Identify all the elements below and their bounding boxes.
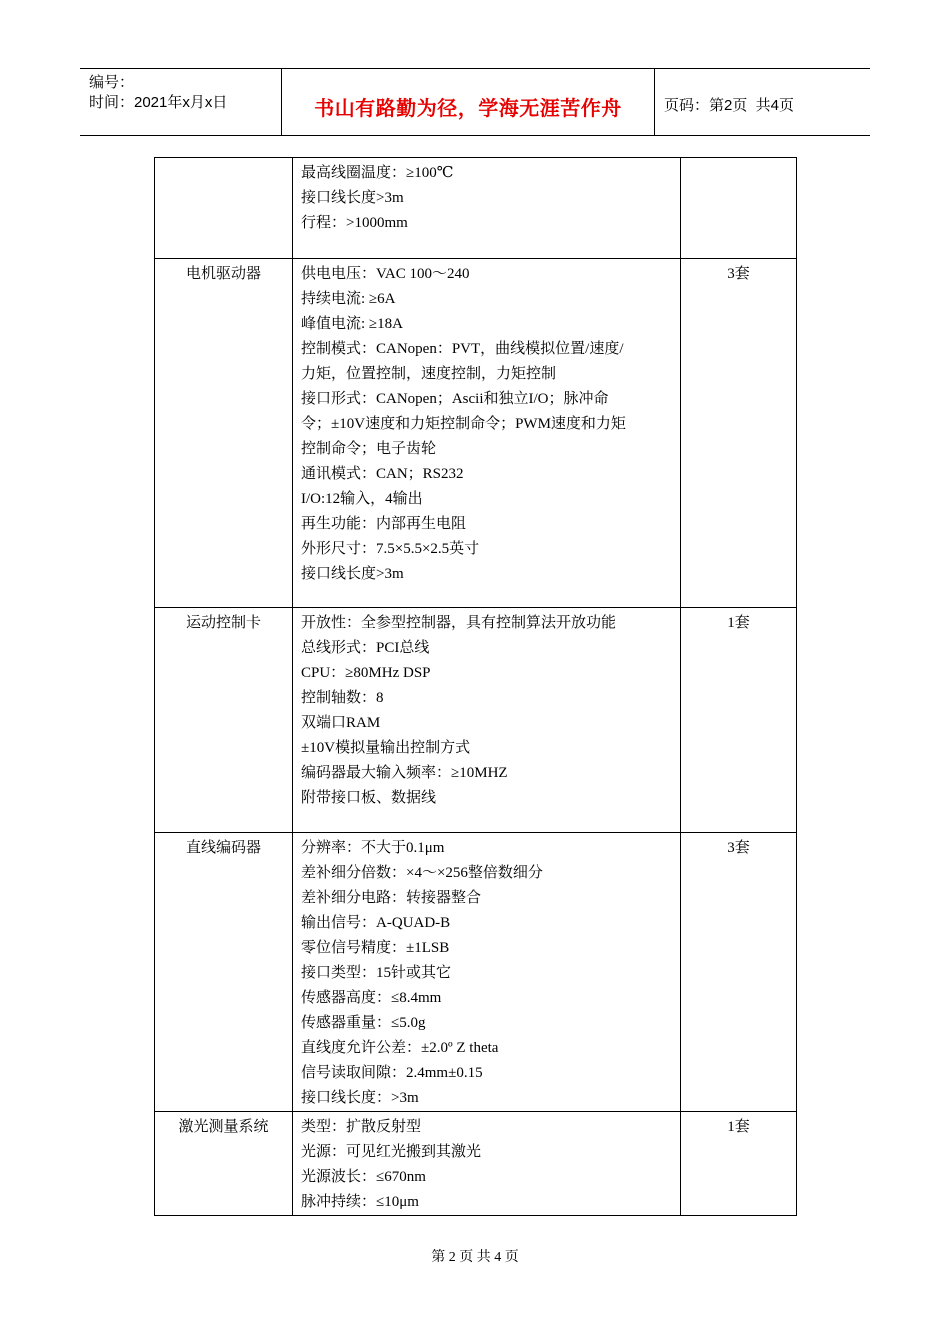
item-name [155,158,292,161]
footer-page-number: 第 2 页 共 4 页 [431,1250,519,1265]
item-name: 直线编码器 [185,840,261,856]
item-name: 激光测量系统 [178,1119,269,1135]
header-motto-cell [282,69,655,135]
spec-line: 光源：可见红光搬到其激光 [301,1144,482,1160]
spec-line: 接口线长度：>3m [301,1090,419,1106]
item-spec-cell [293,259,681,608]
spec-line: 峰值电流: ≥18A [301,316,403,332]
item-name-cell [155,259,293,608]
spec-line: 总线形式：PCI总线 [301,640,430,656]
spec-line: 附带接口板、数据线 [301,790,437,806]
spec-line: 编码器最大输入频率：≥10MHZ [301,765,508,781]
item-quantity: 3套 [727,840,750,856]
spec-line: 令；±10V速度和力矩控制命令；PWM速度和力矩 [301,416,626,432]
spec-line: 外形尺寸：7.5×5.5×2.5英寸 [301,541,480,557]
item-quantity-cell [681,158,797,259]
spec-line: 行程：>1000mm [301,215,408,231]
item-spec-cell [293,608,681,833]
spec-line: 接口类型：15针或其它 [301,965,452,981]
equipment-spec-table [154,157,797,1216]
spec-line: 传感器重量：≤5.0g [301,1015,426,1031]
page-header [80,68,870,136]
time-label: 时间：2021年x月x日 [89,94,228,111]
page-footer [0,1246,950,1266]
spec-line: 供电电压：VAC 100～240 [301,266,470,282]
spec-line: CPU：≥80MHz DSP [301,665,431,681]
item-quantity [681,158,796,161]
item-name-cell [155,158,293,259]
spec-line: 接口形式：CANopen；Ascii和独立I/O；脉冲命 [301,391,609,407]
item-name: 电机驱动器 [185,266,261,282]
item-quantity: 1套 [727,1119,750,1135]
item-spec-cell [293,158,681,259]
spec-line: 信号读取间隙：2.4mm±0.15 [301,1065,483,1081]
spec-line: 差补细分电路：转接器整合 [301,890,482,906]
spec-line: 脉冲持续：≤10μm [301,1194,419,1210]
spec-line: I/O:12输入，4输出 [301,491,423,507]
item-spec-cell [293,833,681,1112]
item-spec-cell [293,1112,681,1216]
spec-line: 输出信号：A-QUAD-B [301,915,451,931]
header-page-cell [655,69,870,135]
table-row [155,259,797,608]
item-quantity: 1套 [727,615,750,631]
table-row [155,608,797,833]
spec-line: 类型：扩散反射型 [301,1119,422,1135]
spec-line: 接口线长度>3m [301,190,404,206]
item-quantity-cell [681,259,797,608]
item-quantity-cell [681,1112,797,1216]
spec-line: ±10V模拟量输出控制方式 [301,740,471,756]
spec-line: 双端口RAM [301,715,381,731]
spec-line: 接口线长度>3m [301,566,404,582]
item-name-cell [155,608,293,833]
table-row [155,158,797,259]
item-name-cell [155,833,293,1112]
header-page-label: 页码：第2页 共4页 [664,97,795,114]
spec-line: 开放性：全参型控制器，具有控制算法开放功能 [301,615,617,631]
spec-line: 传感器高度：≤8.4mm [301,990,442,1006]
number-label: 编号： [89,74,135,91]
spec-line: 持续电流: ≥6A [301,291,396,307]
motto: 书山有路勤为径，学海无涯苦作舟 [314,96,622,120]
item-name: 运动控制卡 [185,615,261,631]
spec-line: 控制模式：CANopen：PVT，曲线模拟位置/速度/ [301,341,624,357]
spec-line: 最高线圈温度：≥100℃ [301,165,454,181]
spec-line: 差补细分倍数：×4～×256整倍数细分 [301,865,543,881]
item-quantity: 3套 [727,266,750,282]
spec-line: 光源波长：≤670nm [301,1169,426,1185]
header-meta [80,69,282,135]
spec-line: 分辨率：不大于0.1μm [301,840,445,856]
item-quantity-cell [681,833,797,1112]
spec-line: 通讯模式：CAN；RS232 [301,466,464,482]
item-name-cell [155,1112,293,1216]
table-body [155,158,797,1216]
spec-line: 再生功能：内部再生电阻 [301,516,467,532]
table-row [155,1112,797,1216]
spec-line: 控制轴数：8 [301,690,384,706]
spec-line: 零位信号精度：±1LSB [301,940,450,956]
spec-line: 控制命令；电子齿轮 [301,441,437,457]
item-quantity-cell [681,608,797,833]
spec-line: 直线度允许公差：±2.0º Z theta [301,1040,499,1056]
spec-line: 力矩，位置控制，速度控制，力矩控制 [301,366,557,382]
table-row [155,833,797,1112]
